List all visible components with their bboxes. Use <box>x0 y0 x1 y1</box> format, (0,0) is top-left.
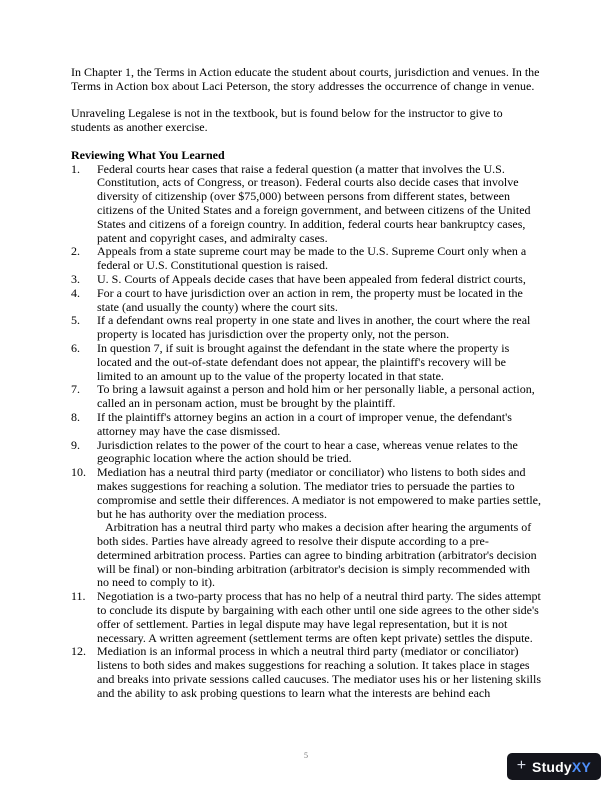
list-item-text: Negotiation is a two-party process that has no help of a neutral third party. The sides attempt to conclude its dispute by bargaining with each other until one side agrees to the other side's offer of settlement. Parties in legal dispute may have legal representation, but it is not necessary. A written agreement (settlement terms are often kept private) settles the dispute. <box>97 589 541 645</box>
list-item <box>71 314 542 342</box>
list-item-text <box>97 466 542 590</box>
list-item <box>71 383 542 411</box>
list-item-number: 11. <box>71 589 86 604</box>
list-item <box>71 590 542 645</box>
list-item <box>71 466 542 590</box>
list-item <box>71 273 542 287</box>
list-item-text: Jurisdiction relates to the power of the court to hear a case, whereas venue relates to the geographic location where the action should be tried. <box>97 437 518 466</box>
list-item <box>71 645 542 700</box>
list-item-number: 12. <box>71 644 86 659</box>
list-item-number: 9. <box>71 437 80 452</box>
list-item-number: 3. <box>71 271 80 286</box>
section-heading: Reviewing What You Learned <box>71 147 225 162</box>
list-item-number: 6. <box>71 340 80 355</box>
studyxy-logo-text <box>532 759 591 775</box>
list-item-number: 1. <box>71 161 80 176</box>
list-item-number: 7. <box>71 382 80 397</box>
list-item-text: If a defendant owns real property in one state and lives in another, the court where the real property is located has jurisdiction over the property only, not the person. <box>97 313 531 342</box>
list-item <box>71 439 542 467</box>
list-item-number: 4. <box>71 285 80 300</box>
plus-icon: + <box>516 756 527 774</box>
list-item <box>71 245 542 273</box>
page-content <box>71 66 542 701</box>
list-item <box>71 163 542 246</box>
list-item-number: 5. <box>71 313 80 328</box>
list-item-continuation: Arbitration has a neutral third party who makes a decision after hearing the arguments of both sides. Parties have already agreed to resolve their dispute according to a pre-determined arbitration process. Parties can agree to binding arbitration (arbitrator's decision will be final) or non-binding arbitration (arbitrator's decision is simply recommended with no need to comply to it). <box>97 520 537 590</box>
page-number: 5 <box>304 751 308 760</box>
list-item-text: Mediation is an informal process in which a neutral third party (mediator or conciliator) listens to both sides and makes suggestions for reaching a solution. It takes place in stages and breaks into private sessions called caucuses. The mediator uses his or her listening skills and the ability to ask probing questions to learn what the interests are behind each <box>97 644 542 700</box>
list-item-text: If the plaintiff's attorney begins an action in a court of improper venue, the defendant's attorney may have the case dismissed. <box>97 409 512 438</box>
list-item-paragraph: Mediation has a neutral third party (mediator or conciliator) who listens to both sides and makes suggestions for reaching a solution. The mediator tries to persuade the parties to compromise and settle their differences. A mediator is not empowered to make parties settle, but he has authority over the mediation process. <box>97 465 541 521</box>
list-item-text: To bring a lawsuit against a person and hold him or her personally liable, a personal action, called an in personam action, must be brought by the plaintiff. <box>97 382 535 411</box>
list-item-text: Appeals from a state supreme court may be made to the U.S. Supreme Court only when a federal or U.S. Constitutional question is raised. <box>97 244 527 273</box>
numbered-list <box>71 163 542 701</box>
list-item-number: 8. <box>71 409 80 424</box>
list-item <box>71 287 542 315</box>
studyxy-watermark <box>507 753 601 780</box>
list-item-number: 2. <box>71 244 80 259</box>
list-item <box>71 411 542 439</box>
list-item-text: U. S. Courts of Appeals decide cases that have been appealed from federal district courts, <box>97 271 526 286</box>
list-item-text: For a court to have jurisdiction over an action in rem, the property must be located in the state (and usually the county) where the court sits. <box>97 285 523 314</box>
list-item-number: 10. <box>71 465 86 480</box>
list-item-text: In question 7, if suit is brought against the defendant in the state where the property is located and the out-of-state defendant does not appear, the plaintiff's recovery will be limited to an amount up to the value of the property located in that state. <box>97 340 510 383</box>
list-item-text: Federal courts hear cases that raise a federal question (a matter that involves the U.S. Constitution, acts of Congress, or treason). Federal courts also decide cases that involve diversity of citizenship (over $75,000) between persons from different states, between citizens of the United States and a foreign government, and between citizens of the United States and citizens of a foreign country. In addition, federal courts hear bankruptcy cases, patent and copyright cases, and admiralty cases. <box>97 161 531 245</box>
studyxy-logo-xy: XY <box>571 758 591 775</box>
intro-paragraph: Unraveling Legalese is not in the textbook, but is found below for the instructor to give to students as another exercise. <box>71 106 503 135</box>
list-item <box>71 342 542 383</box>
intro-paragraph: In Chapter 1, the Terms in Action educate the student about courts, jurisdiction and venues. In the Terms in Action box about Laci Peterson, the story addresses the occurrence of change in venue. <box>71 65 540 93</box>
studyxy-logo-study: Study <box>532 758 572 775</box>
